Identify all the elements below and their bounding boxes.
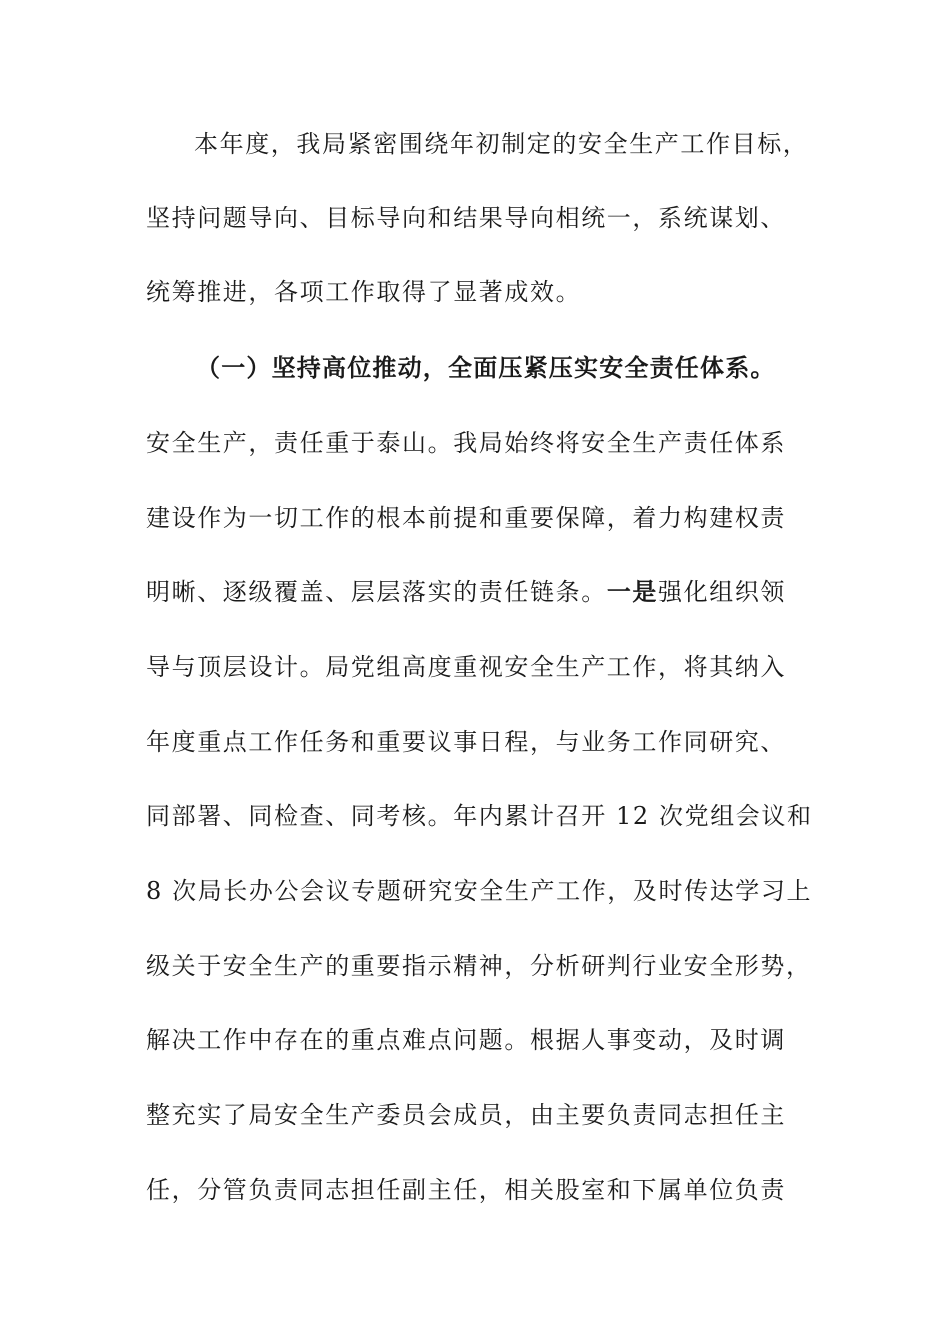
- intro-line-3: 统筹推进，各项工作取得了显著成效。: [146, 278, 582, 306]
- body-line-3-prefix: 明晰、逐级覆盖、层层落实的责任链条。: [146, 578, 607, 606]
- emphasis-yi-shi: 一是: [606, 577, 659, 606]
- body-line-8: 级关于安全生产的重要指示精神，分析研判行业安全形势，: [146, 952, 812, 980]
- intro-line-2: 坚持问题导向、目标导向和结果导向相统一，系统谋划、: [146, 204, 786, 232]
- intro-line-1: 本年度，我局紧密围绕年初制定的安全生产工作目标，: [194, 130, 809, 158]
- body-line-1: 安全生产，责任重于泰山。我局始终将安全生产责任体系: [146, 429, 786, 457]
- section-heading: （一）坚持高位推动，全面压紧压实安全责任体系。: [196, 353, 776, 382]
- body-line-4: 导与顶层设计。局党组高度重视安全生产工作，将其纳入: [146, 653, 786, 681]
- body-line-3: [146, 576, 816, 608]
- body-line-6: 同部署、同检查、同考核。年内累计召开 12 次党组会议和: [146, 802, 813, 830]
- body-line-7: 8 次局长办公会议专题研究安全生产工作，及时传达学习上: [146, 877, 813, 905]
- body-line-10: 整充实了局安全生产委员会成员，由主要负责同志担任主: [146, 1101, 786, 1129]
- body-line-11: 任，分管负责同志担任副主任，相关股室和下属单位负责: [146, 1176, 786, 1204]
- body-line-5: 年度重点工作任务和重要议事日程，与业务工作同研究、: [146, 728, 786, 756]
- body-line-9: 解决工作中存在的重点难点问题。根据人事变动，及时调: [146, 1026, 786, 1054]
- body-line-2: 建设作为一切工作的根本前提和重要保障，着力构建权责: [146, 504, 786, 532]
- body-line-3-suffix: 强化组织领: [658, 578, 787, 606]
